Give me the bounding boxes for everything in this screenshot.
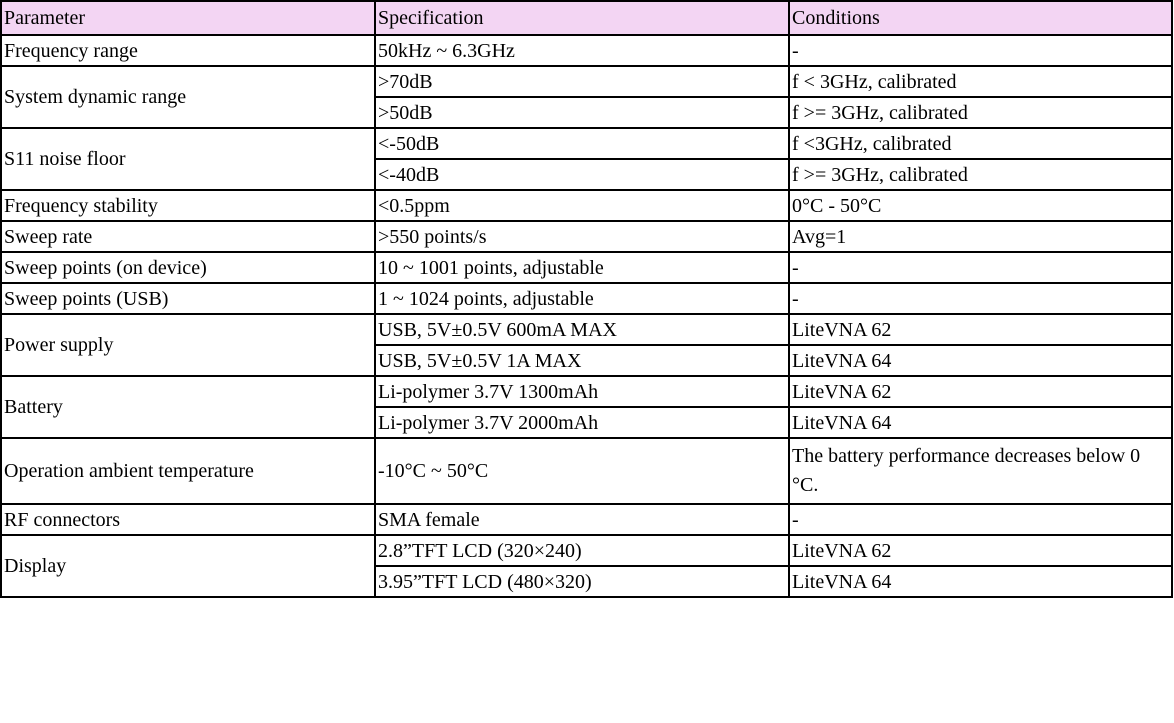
specification-cell: 10 ~ 1001 points, adjustable bbox=[375, 252, 789, 283]
conditions-cell: The battery performance decreases below 0 °C. bbox=[789, 438, 1172, 504]
specification-cell: SMA female bbox=[375, 504, 789, 535]
conditions-cell: - bbox=[789, 252, 1172, 283]
specification-cell: 1 ~ 1024 points, adjustable bbox=[375, 283, 789, 314]
conditions-cell: LiteVNA 64 bbox=[789, 345, 1172, 376]
conditions-cell: f >= 3GHz, calibrated bbox=[789, 97, 1172, 128]
parameter-cell: Frequency range bbox=[1, 35, 375, 66]
parameter-cell: Frequency stability bbox=[1, 190, 375, 221]
parameter-cell: S11 noise floor bbox=[1, 128, 375, 190]
specification-cell: <0.5ppm bbox=[375, 190, 789, 221]
specification-cell: <-40dB bbox=[375, 159, 789, 190]
specification-cell: >70dB bbox=[375, 66, 789, 97]
table-header-row bbox=[1, 1, 1172, 35]
table-row bbox=[1, 376, 1172, 407]
specification-cell: -10°C ~ 50°C bbox=[375, 438, 789, 504]
table-row bbox=[1, 438, 1172, 504]
column-header-specification: Specification bbox=[375, 1, 789, 35]
specification-cell: <-50dB bbox=[375, 128, 789, 159]
conditions-cell: - bbox=[789, 283, 1172, 314]
table-row bbox=[1, 314, 1172, 345]
parameter-cell: Battery bbox=[1, 376, 375, 438]
parameter-cell: Sweep points (on device) bbox=[1, 252, 375, 283]
specification-cell: USB, 5V±0.5V 600mA MAX bbox=[375, 314, 789, 345]
specification-cell: 50kHz ~ 6.3GHz bbox=[375, 35, 789, 66]
conditions-cell: f <3GHz, calibrated bbox=[789, 128, 1172, 159]
specification-cell: >550 points/s bbox=[375, 221, 789, 252]
conditions-cell: Avg=1 bbox=[789, 221, 1172, 252]
table-row bbox=[1, 221, 1172, 252]
table-row bbox=[1, 283, 1172, 314]
conditions-cell: 0°C - 50°C bbox=[789, 190, 1172, 221]
specification-cell: USB, 5V±0.5V 1A MAX bbox=[375, 345, 789, 376]
table-row bbox=[1, 535, 1172, 566]
table-row bbox=[1, 252, 1172, 283]
parameter-cell: Operation ambient temperature bbox=[1, 438, 375, 504]
parameter-cell: System dynamic range bbox=[1, 66, 375, 128]
specification-cell: Li-polymer 3.7V 1300mAh bbox=[375, 376, 789, 407]
column-header-parameter: Parameter bbox=[1, 1, 375, 35]
conditions-cell: LiteVNA 62 bbox=[789, 376, 1172, 407]
parameter-cell: Sweep points (USB) bbox=[1, 283, 375, 314]
conditions-cell: LiteVNA 64 bbox=[789, 407, 1172, 438]
parameter-cell: Sweep rate bbox=[1, 221, 375, 252]
parameter-cell: Display bbox=[1, 535, 375, 597]
column-header-conditions: Conditions bbox=[789, 1, 1172, 35]
table-row bbox=[1, 128, 1172, 159]
table-row bbox=[1, 66, 1172, 97]
conditions-cell: f < 3GHz, calibrated bbox=[789, 66, 1172, 97]
specification-cell: >50dB bbox=[375, 97, 789, 128]
conditions-cell: LiteVNA 62 bbox=[789, 314, 1172, 345]
conditions-cell: LiteVNA 62 bbox=[789, 535, 1172, 566]
conditions-cell: - bbox=[789, 504, 1172, 535]
specification-cell: 3.95”TFT LCD (480×320) bbox=[375, 566, 789, 597]
table-row bbox=[1, 35, 1172, 66]
specification-cell: Li-polymer 3.7V 2000mAh bbox=[375, 407, 789, 438]
table-row bbox=[1, 504, 1172, 535]
conditions-cell: LiteVNA 64 bbox=[789, 566, 1172, 597]
conditions-cell: - bbox=[789, 35, 1172, 66]
conditions-cell: f >= 3GHz, calibrated bbox=[789, 159, 1172, 190]
parameter-cell: RF connectors bbox=[1, 504, 375, 535]
table-row bbox=[1, 190, 1172, 221]
parameter-cell: Power supply bbox=[1, 314, 375, 376]
specification-cell: 2.8”TFT LCD (320×240) bbox=[375, 535, 789, 566]
